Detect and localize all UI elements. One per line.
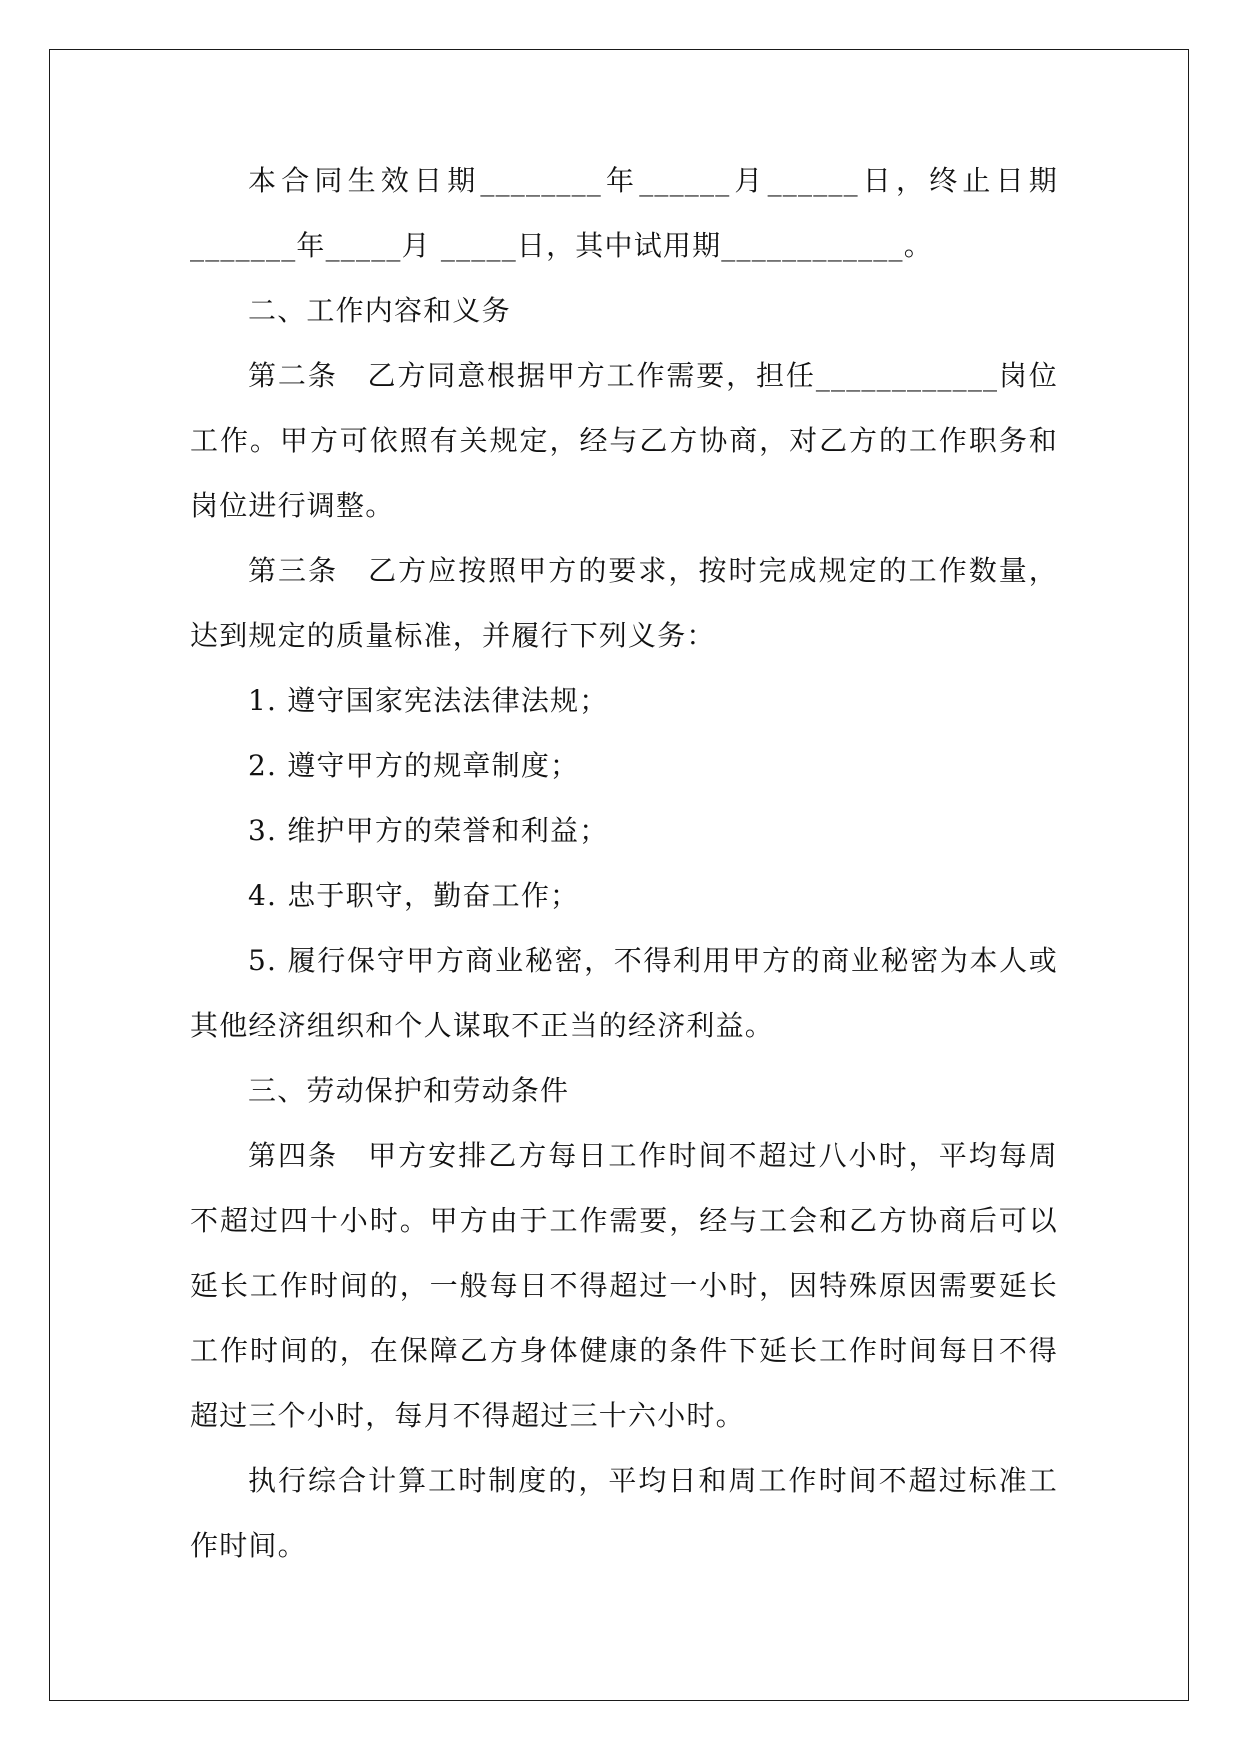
duty-item-2: 2. 遵守甲方的规章制度； xyxy=(248,749,580,782)
document-body xyxy=(190,148,1058,1578)
article-2-paragraph: 第二条 乙方同意根据甲方工作需要，担任____________岗位工作。甲方可依照有关规定，经与乙方协商，对乙方的工作职务和岗位进行调整。 xyxy=(190,359,1058,522)
section-heading-work-content: 二、工作内容和义务 xyxy=(248,294,511,327)
duty-item-1: 1. 遵守国家宪法法律法规； xyxy=(248,684,609,717)
duty-item-5: 5. 履行保守甲方商业秘密，不得利用甲方的商业秘密为本人或其他经济组织和个人谋取不正当的经济利益。 xyxy=(190,944,1058,1042)
section-heading-labor-protection: 三、劳动保护和劳动条件 xyxy=(248,1074,570,1107)
comprehensive-hours-paragraph: 执行综合计算工时制度的，平均日和周工作时间不超过标准工作时间。 xyxy=(190,1464,1058,1562)
article-3-paragraph: 第三条 乙方应按照甲方的要求，按时完成规定的工作数量，达到规定的质量标准，并履行下列义务： xyxy=(190,554,1058,652)
article-4-paragraph: 第四条 甲方安排乙方每日工作时间不超过八小时，平均每周不超过四十小时。甲方由于工作需要，经与工会和乙方协商后可以延长工作时间的，一般每日不得超过一小时，因特殊原因需要延长工作时间的，在保障乙方身体健康的条件下延长工作时间每日不得超过三个小时，每月不得超过三十六小时。 xyxy=(190,1139,1058,1432)
duty-item-4: 4. 忠于职守，勤奋工作； xyxy=(248,879,580,912)
effective-date-paragraph: 本合同生效日期________年______月______日，终止日期_______年_____月 _____日，其中试用期____________。 xyxy=(190,164,1058,262)
duty-item-3: 3. 维护甲方的荣誉和利益； xyxy=(248,814,609,847)
